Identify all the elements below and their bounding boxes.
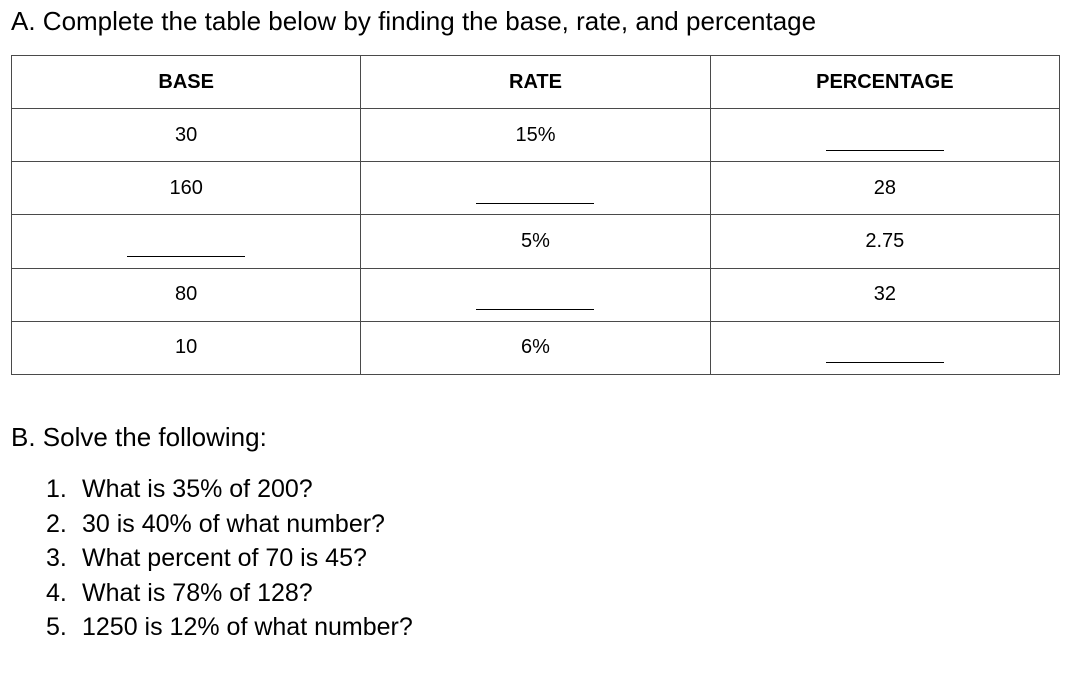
cell-rate: 5% [361,215,710,268]
answer-blank[interactable] [826,150,944,151]
list-item [46,507,413,542]
table-row [12,109,1060,162]
cell-percentage-blank[interactable] [710,321,1059,374]
cell-rate: 15% [361,109,710,162]
question-number: 3. [46,544,67,572]
table-row [12,268,1060,321]
cell-base: 80 [12,268,361,321]
question-number: 5. [46,613,67,641]
cell-percentage: 2.75 [710,215,1059,268]
list-item [46,541,413,576]
header-percentage: PERCENTAGE [710,56,1059,109]
answer-blank[interactable] [476,309,594,310]
section-a-title: A. Complete the table below by finding the base, rate, and percentage [11,6,817,36]
cell-rate-blank[interactable] [361,268,710,321]
question-number: 1. [46,475,67,503]
cell-percentage: 32 [710,268,1059,321]
question-number: 2. [46,509,67,538]
answer-blank[interactable] [826,362,944,363]
question-text: What is 78% of 128? [82,578,313,607]
answer-blank[interactable] [476,203,594,204]
cell-base: 10 [12,321,361,374]
question-text: What percent of 70 is 45? [82,544,367,572]
table-row [12,321,1060,374]
question-text: 1250 is 12% of what number? [82,613,413,641]
cell-base: 160 [12,162,361,215]
question-list [46,472,413,645]
question-number: 4. [46,578,67,607]
list-item [46,472,413,507]
base-rate-percentage-table [11,55,1060,375]
table-row [12,215,1060,268]
question-text: 30 is 40% of what number? [82,509,385,538]
cell-rate-blank[interactable] [361,162,710,215]
list-item [46,610,413,645]
header-rate: RATE [361,56,710,109]
cell-base-blank[interactable] [12,215,361,268]
table-header-row [12,56,1060,109]
cell-base: 30 [12,109,361,162]
header-base: BASE [12,56,361,109]
cell-rate: 6% [361,321,710,374]
table-row [12,162,1060,215]
section-b-title: B. Solve the following: [11,422,267,452]
cell-percentage-blank[interactable] [710,109,1059,162]
list-item [46,576,413,611]
cell-percentage: 28 [710,162,1059,215]
answer-blank[interactable] [127,256,245,257]
question-text: What is 35% of 200? [82,475,313,503]
